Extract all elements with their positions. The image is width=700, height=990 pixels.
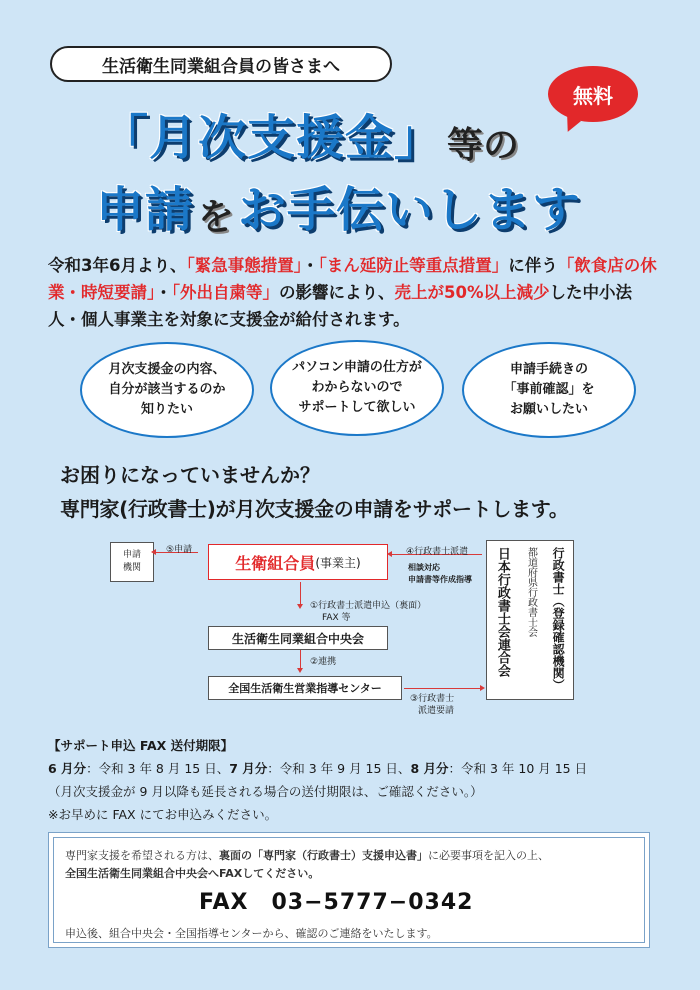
deadline-heading: 【サポート申込 FAX 送付期限】 [48,738,234,753]
headline-help: お手伝いします [238,182,582,238]
arrow-step2 [300,650,301,668]
intro-paragraph [48,252,658,333]
intro-highlight: 「緊急事態措置」 [186,256,302,275]
guidance-center-box: 全国生活衛生営業指導センター [208,676,402,700]
contact-line1 [65,847,549,863]
concern-text: パソコン申請の仕方が わからないので サポートして欲しい [292,360,422,415]
concern-text: 申請手続きの 「事前確認」を お願いしたい [503,362,595,417]
member-box [208,544,388,580]
concern-bubble-precheck [462,342,636,438]
contact-line3: 申込後、組合中央会・全国指導センターから、確認のご連絡をいたします。 [65,927,438,940]
concern-bubbles [80,340,640,440]
concern-text: 月次支援金の内容、 自分が該当するのか 知りたい [108,362,226,417]
contact-box [48,832,650,948]
deadline-section [48,734,668,826]
concern-bubble-pc [270,340,444,436]
deadline-note: （月次支援金が 9 月以降も延長される場合の送付期限は、ご確認ください。） [48,784,483,799]
step5-label: ⑤申請 [166,545,193,555]
apply-org-box: 申請 機関 [110,542,154,582]
intro-text: の影響により、 [279,283,395,302]
free-badge-text: 無料 [573,83,613,108]
intro-text: 令和3年6月より、 [48,256,187,275]
fax-number: FAX 03−5777−0342 [199,890,474,915]
trouble-question: お困りになっていませんか？ [60,463,320,487]
date-6: ：令和 3 年 8 月 15 日、 [86,761,230,776]
date-8: ：令和 3 年 10 月 15 日 [448,761,588,776]
month-8: 8 月分 [410,761,449,776]
trouble-support: 専門家(行政書士)が月次支援金の申請をサポートします。 [60,497,569,521]
consult-label: 申請書等作成指導 [408,575,472,584]
step2-label: ②連携 [310,657,337,667]
headline-line1 [100,104,523,168]
arrow-step1 [300,582,301,604]
arrow-step3 [404,688,480,689]
concern-bubble-content [80,342,254,438]
step1-label: ①行政書士派遣申込（裏面） [310,601,427,611]
headline-line2 [96,172,581,240]
scrivener-fed-box [486,540,574,700]
flow-diagram [110,540,590,715]
intro-text: に伴う [508,256,558,275]
intro-highlight: 「外出自粛等」 [171,283,279,302]
intro-text: ・ [155,283,172,302]
deadline-dates [48,757,668,780]
trouble-heading [60,458,670,526]
scrivener-label: 行政書士（登録確認機関） [551,547,566,691]
step4-label: ④行政書士派遣 [406,547,469,557]
intro-highlight: 「飲食店の休業・時短要請」 [48,256,657,302]
audience-pill [50,46,392,82]
member-label: 生衛組合員 [235,553,316,573]
audience-text: 生活衛生同業組合員の皆さまへ [102,56,340,77]
headline-monthly-support: 「月次支援金」 [100,110,444,166]
consult-label: 相談対応 [408,563,440,572]
headline-particle: を [198,197,235,238]
date-7: ：令和 3 年 9 月 15 日、 [267,761,411,776]
headline-application: 申請 [96,182,195,238]
central-assoc-box: 生活衛生同業組合中央会 [208,626,388,650]
contact-text: 専門家支援を希望される方は、 [65,849,219,862]
intro-highlight: 売上が50%以上減少 [394,283,550,302]
pref-label: 都道府県行政書士会 [525,547,537,637]
headline-etc: 等の [447,125,520,166]
intro-highlight: 「まん延防止等重点措置」 [318,256,509,275]
step3-sub-label: 派遣要請 [418,706,455,716]
intro-text: した中小法人・個人事業主を対象に支援金が給付されます。 [48,283,632,329]
step1-sub-label: FAX 等 [322,613,351,623]
fed-label: 日本行政書士会連合会 [494,547,510,677]
month-7: 7 月分 [229,761,268,776]
free-badge [548,66,638,122]
intro-text: ・ [301,256,319,275]
month-6: 6 月分 [48,761,87,776]
step3-label: ③行政書士 [410,694,455,704]
contact-line2: 全国生活衛生同業組合中央会へFAXしてください。 [65,867,320,880]
deadline-reminder: ※お早めに FAX にてお申込みください。 [48,807,278,822]
contact-form-name: 裏面の「専門家（行政書士）支援申込書」 [219,849,428,862]
contact-text: に必要事項を記入の上、 [428,849,549,862]
member-sub-label: (事業主) [315,555,361,570]
